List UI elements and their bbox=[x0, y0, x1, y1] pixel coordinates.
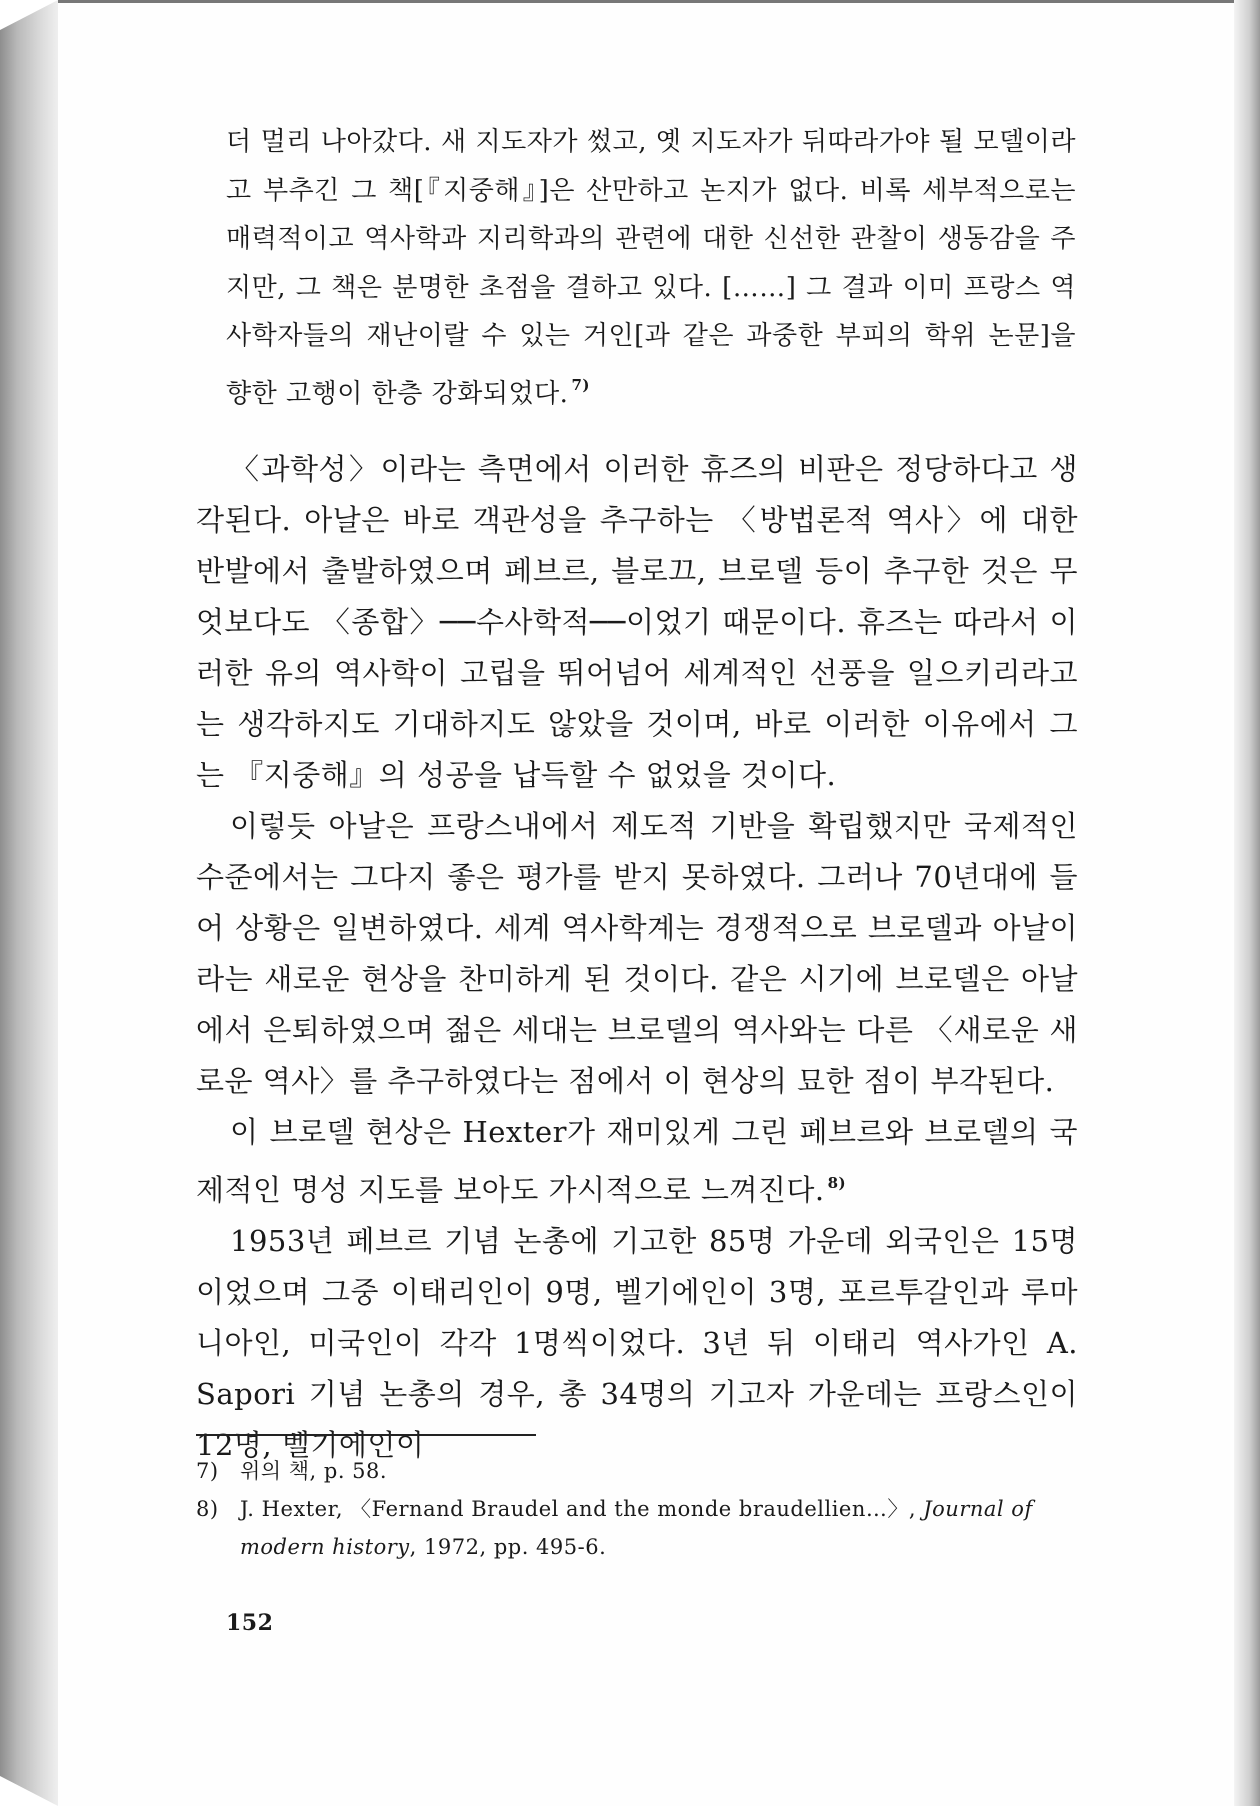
body-text bbox=[196, 444, 1078, 1471]
page-edge-shadow bbox=[1234, 0, 1260, 1806]
footnote-ref-7: 7) bbox=[571, 375, 590, 394]
paragraph-4: 1953년 페브르 기념 논총에 기고한 85명 가운데 외국인은 15명이었으며 그중 이태리인이 9명, 벨기에인이 3명, 포르투갈인과 루마니아인, 미국인이 각각 1명씩이었다. 3년 뒤 이태리 역사가인 A. Sapori 기념 논총의 경우, 총 34명의 기고자 가운데는 프랑스인이 12명, 벨기에인이 bbox=[196, 1224, 1078, 1462]
footnotes bbox=[196, 1452, 1080, 1566]
page-number: 152 bbox=[226, 1610, 274, 1636]
footnote-text bbox=[240, 1490, 1080, 1566]
quote-text: 더 멀리 나아갔다. 새 지도자가 썼고, 옛 지도자가 뒤따라가야 될 모델이라고 부추긴 그 책[『지중해』]은 산만하고 논지가 없다. 비록 세부적으로는 매력적이고 역사학과 지리학과의 관련에 대한 신선한 관찰이 생동감을 주지만, 그 책은 분명한 초점을 결하고 있다. [……] 그 결과 이미 프랑스 역사학자들의 재난이랄 수 있는 거인[과 같은 과중한 부피의 학위 논문]을 향한 고행이 한층 강화되었다. bbox=[226, 127, 1076, 409]
paragraph-3 bbox=[196, 1107, 1078, 1216]
paragraph-3-text: 이 브로델 현상은 Hexter가 재미있게 그린 페브르와 브로델의 국제적인 명성 지도를 보아도 가시적으로 느껴진다. bbox=[196, 1115, 1078, 1207]
footnote-8 bbox=[196, 1490, 1080, 1566]
paragraph-2: 이렇듯 아날은 프랑스내에서 제도적 기반을 확립했지만 국제적인 수준에서는 그다지 좋은 평가를 받지 못하였다. 그러나 70년대에 들어 상황은 일변하였다. 세계 역사학계는 경쟁적으로 브로델과 아날이라는 새로운 현상을 찬미하게 된 것이다. 같은 시기에 브로델은 아날에서 은퇴하였으며 젊은 세대는 브로델의 역사와는 다른 〈새로운 새로운 역사〉를 추구하였다는 점에서 이 현상의 묘한 점이 부각된다. bbox=[196, 809, 1078, 1098]
book-spine bbox=[0, 0, 58, 1806]
journal-title: Journal of modern history bbox=[240, 1497, 1033, 1559]
quote-paragraph bbox=[226, 118, 1076, 418]
footnote-7 bbox=[196, 1452, 1080, 1490]
paragraph-1: 〈과학성〉이라는 측면에서 이러한 휴즈의 비판은 정당하다고 생각된다. 아날은 바로 객관성을 추구하는 〈방법론적 역사〉에 대한 반발에서 출발하였으며 페브르, 블로끄, 브로델 등이 추구한 것은 무엇보다도 〈종합〉──수사학적──이었기 때문이다. 휴즈는 따라서 이러한 유의 역사학이 고립을 뛰어넘어 세계적인 선풍을 일으키리라고는 생각하지도 기대하지도 않았을 것이며, 바로 이러한 이유에서 그는 『지중해』의 성공을 납득할 수 없었을 것이다. bbox=[196, 452, 1078, 792]
footnote-citation-end: , 1972, pp. 495-6. bbox=[409, 1535, 607, 1559]
footnote-ref-8: 8) bbox=[827, 1174, 847, 1192]
footnote-divider bbox=[196, 1434, 536, 1436]
footnote-number: 7) bbox=[196, 1459, 219, 1483]
footnote-text: 위의 책, p. 58. bbox=[240, 1459, 388, 1483]
footnote-number: 8) bbox=[196, 1497, 219, 1521]
block-quote bbox=[226, 118, 1076, 418]
footnote-citation: J. Hexter, 〈Fernand Braudel and the monde braudellien…〉, bbox=[240, 1497, 924, 1521]
